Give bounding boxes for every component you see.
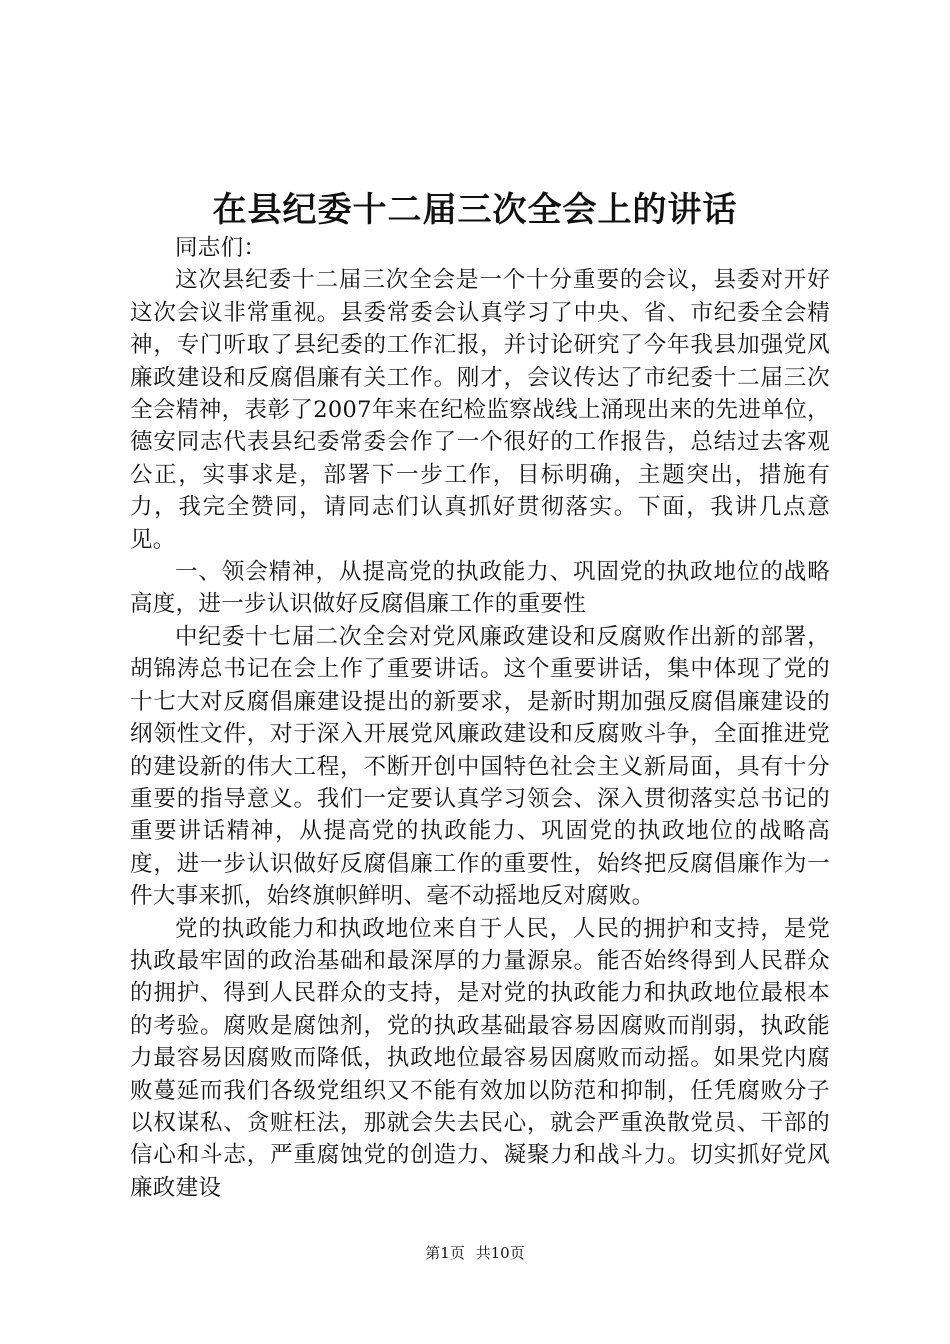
document-body (130, 232, 830, 1204)
body-paragraph: 党的执政能力和执政地位来自于人民，人民的拥护和支持，是党执政最牢固的政治基础和最深厚的力量源泉。能否始终得到人民群众的拥护、得到人民群众的支持，是对党的执政能力和执政地位最根本的考验。腐败是腐蚀剂，党的执政基础最容易因腐败而削弱，执政能力最容易因腐败而降低，执政地位最容易因腐败而动摇。如果党内腐败蔓延而我们各级党组织又不能有效加以防范和抑制，任凭腐败分子以权谋私、贪赃枉法，那就会失去民心，就会严重涣散党员、干部的信心和斗志，严重腐蚀党的创造力、凝聚力和战斗力。切实抓好党风廉政建设 (130, 915, 830, 1201)
body-paragraph: 中纪委十七届二次全会对党风廉政建设和反腐败作出新的部署，胡锦涛总书记在会上作了重要讲话。这个重要讲话，集中体现了党的十七大对反腐倡廉建设提出的新要求，是新时期加强反腐倡廉建设的纲领性文件，对于深入开展党风廉政建设和反腐败斗争，全面推进党的建设新的伟大工程，不断开创中国特色社会主义新局面，具有十分重要的指导意义。我们一定要认真学习领会、深入贯彻落实总书记的重要讲话精神，从提高党的执政能力、巩固党的执政地位的战略高度，进一步认识做好反腐倡廉工作的重要性，始终把反腐倡廉作为一件大事来抓，始终旗帜鲜明、毫不动摇地反对腐败。 (130, 623, 830, 910)
section-heading-1: 一、领会精神，从提高党的执政能力、巩固党的执政地位的战略高度，进一步认识做好反腐倡廉工作的重要性 (130, 559, 830, 618)
page-number: 第1页 (425, 1244, 465, 1262)
intro-paragraph: 这次县纪委十二届三次全会是一个十分重要的会议，县委对开好这次会议非常重视。县委常委会认真学习了中央、省、市纪委全会精神，专门听取了县纪委的工作汇报，并讨论研究了今年我县加强党风廉政建设和反腐倡廉有关工作。刚才，会议传达了市纪委十二届三次全会精神，表彰了2007年来在纪检监察战线上涌现出来的先进单位，德安同志代表县纪委常委会作了一个很好的工作报告，总结过去客观公正，实事求是，部署下一步工作，目标明确，主题突出，措施有力，我完全赞同，请同志们认真抓好贯彻落实。下面，我讲几点意见。 (130, 267, 830, 553)
salutation-paragraph: 同志们： (175, 235, 267, 261)
document-title: 在县纪委十二届三次全会上的讲话 (212, 190, 738, 230)
page-footer (0, 1242, 950, 1264)
page-total: 共10页 (475, 1244, 525, 1262)
